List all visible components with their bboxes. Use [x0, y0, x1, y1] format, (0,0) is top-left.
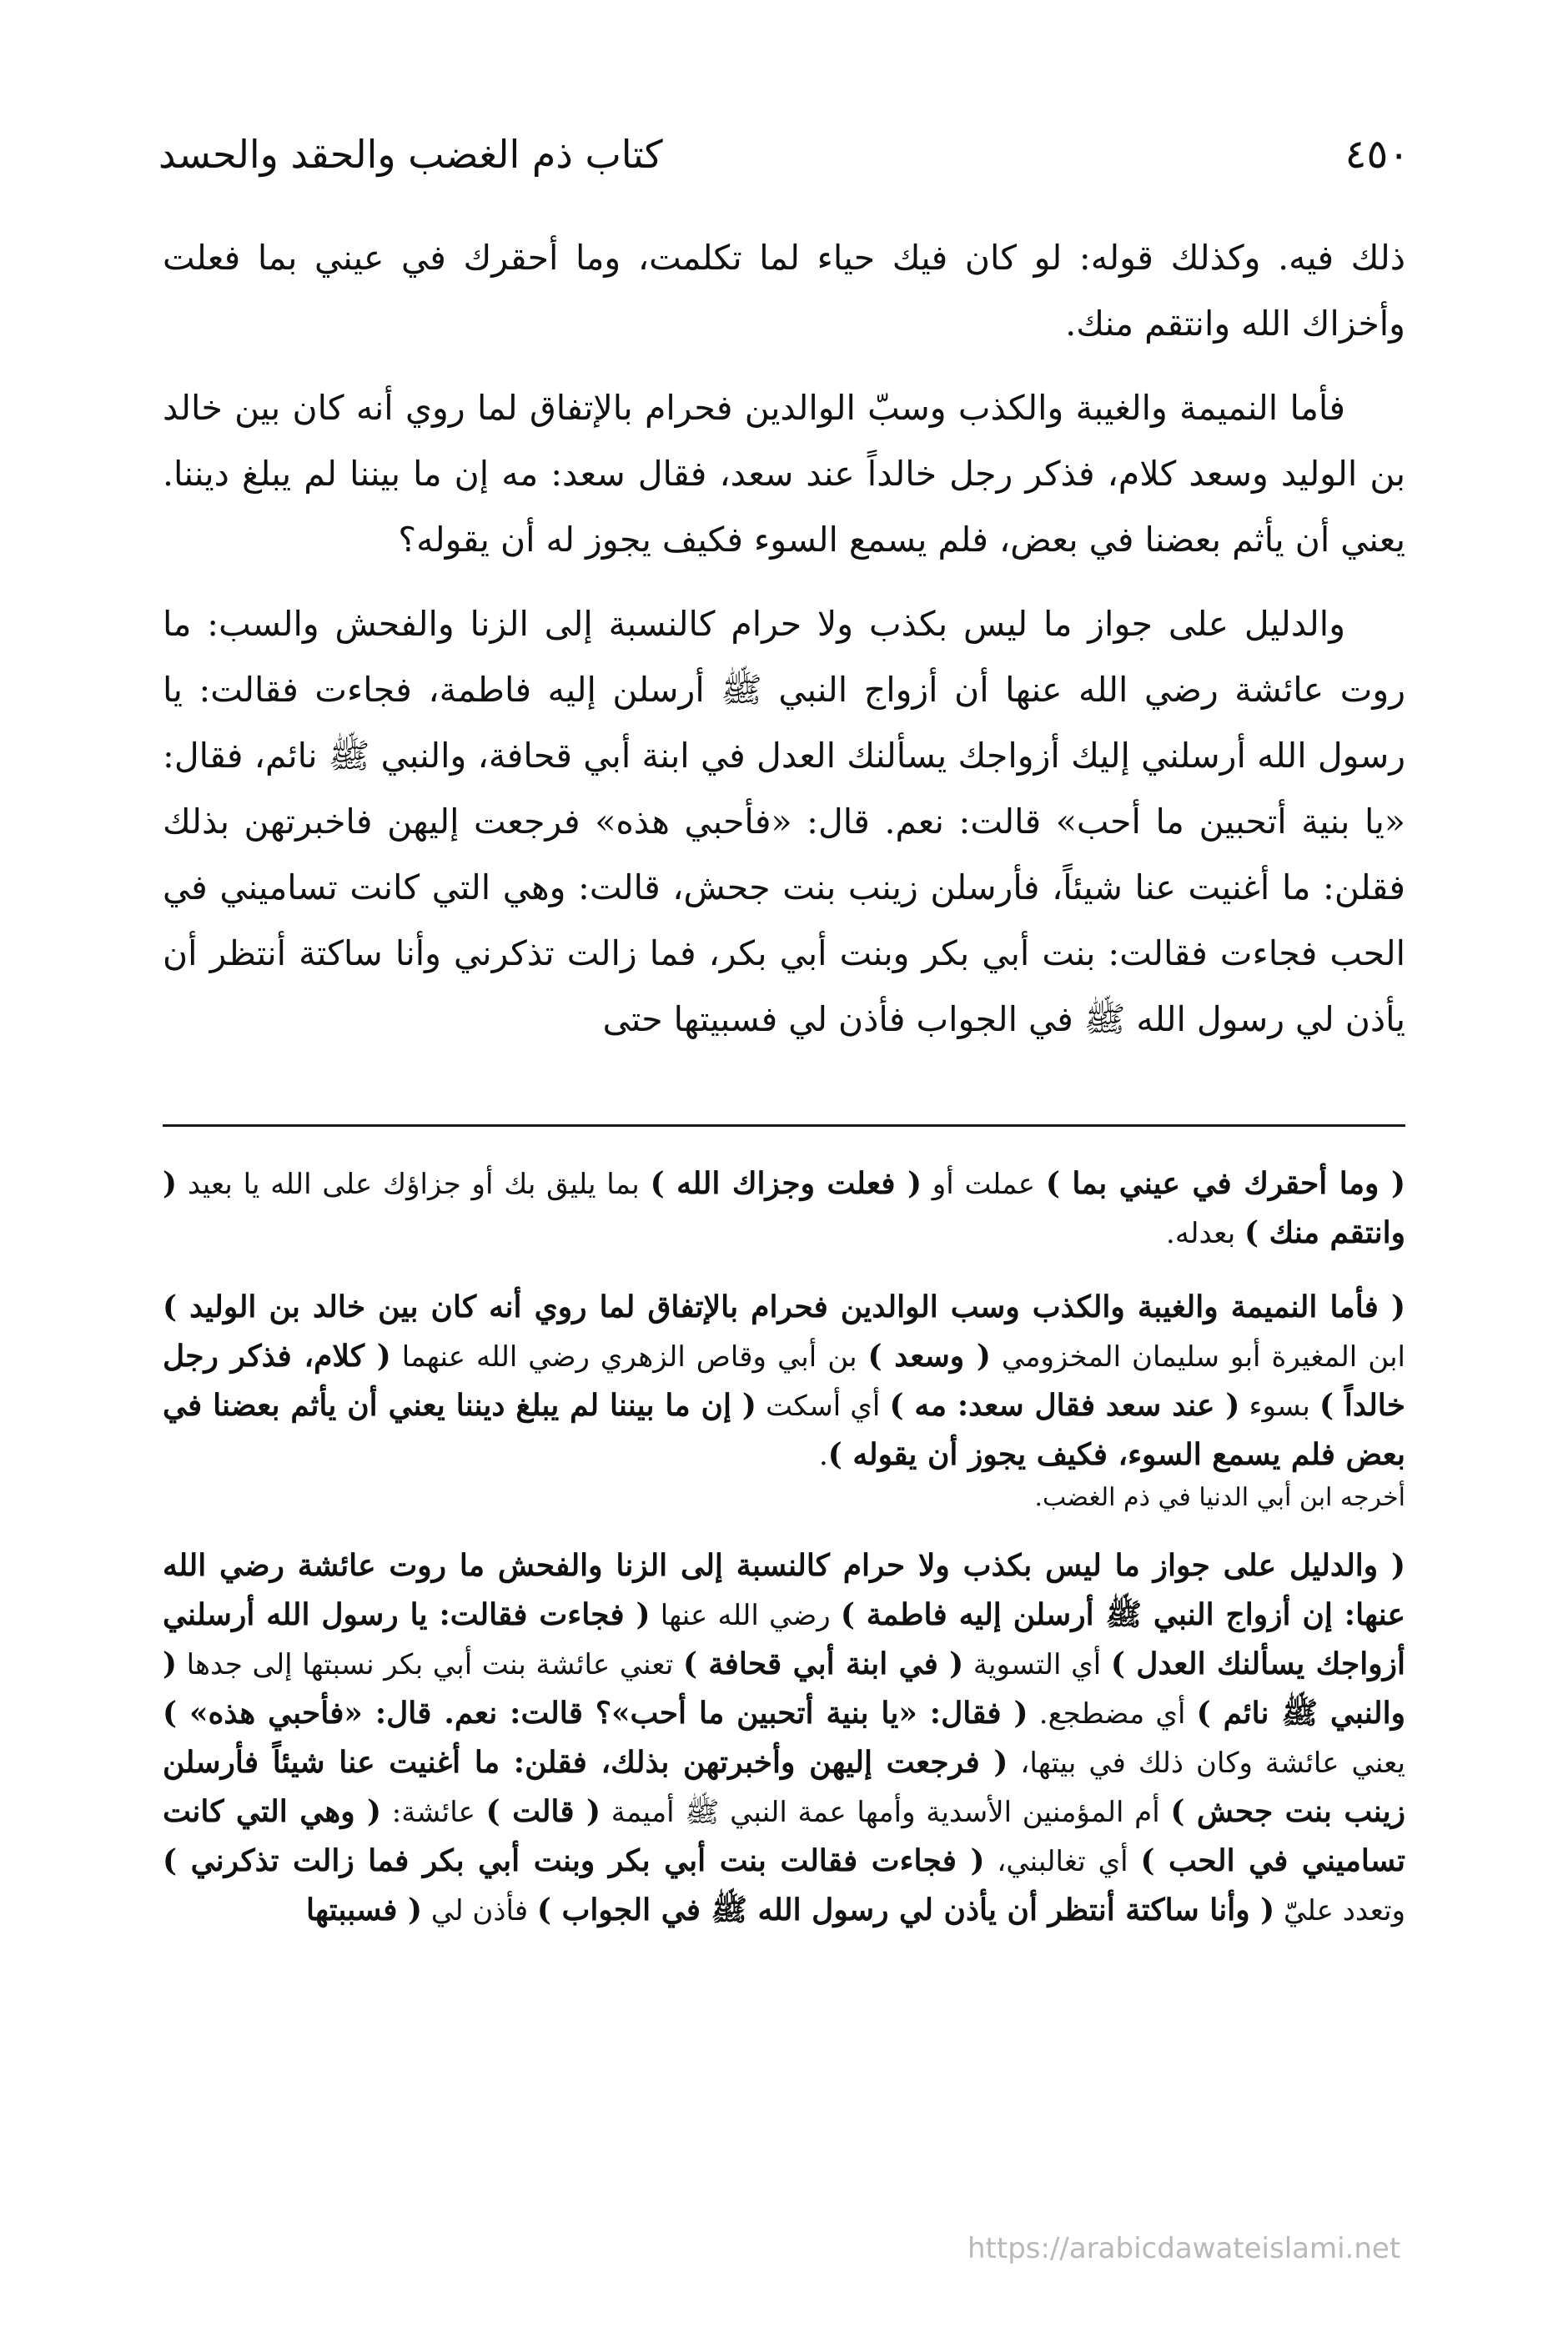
main-paragraph: فأما النميمة والغيبة والكذب وسبّ الوالدين فحرام بالإتفاق لما روي أنه كان بين خالد بن الوليد وسعد كلام، فذكر رجل خالداً عند سعد، فقال سعد: مه إن ما بيننا لم يبلغ ديننا. يعني أن يأثم بعضنا في بعض، فلم يسمع السوء فكيف يجوز له أن يقوله؟ — [163, 388, 1405, 560]
quoted-text: ( وانتقم منك ) — [163, 1166, 1405, 1250]
explanation-text: عملت أو — [921, 1168, 1046, 1201]
explanation-text: ابن المغيرة أبو سليمان المخزومي — [990, 1340, 1405, 1374]
explanation-text: أم المؤمنين الأسدية وأمها عمة النبي ﷺ أميمة — [601, 1796, 1171, 1829]
quoted-text: ( قالت ) — [485, 1794, 601, 1829]
source-reference: أخرجه ابن أبي الدنيا في ذم الغضب. — [1034, 1483, 1405, 1512]
commentary-note — [163, 1541, 1405, 1935]
explanation-text: بعدله. — [1166, 1217, 1244, 1250]
quoted-text: ( فأما النميمة والغيبة والكذب وسب الوالدين فحرام بالإتفاق لما روي أنه كان بين خالد بن الوليد ) — [163, 1289, 1405, 1324]
quoted-text: ( وما أحقرك في عيني بما ) — [1045, 1166, 1405, 1201]
explanation-text: تعني عائشة بنت أبي بكر نسبتها إلى جدها — [177, 1648, 683, 1681]
explanation-text: أي أسكت — [756, 1390, 890, 1423]
quoted-text: ( فجاءت فقالت بنت أبي بكر وبنت أبي بكر فما زالت تذكرني ) — [163, 1843, 985, 1878]
quoted-text: ( وسعد ) — [867, 1339, 991, 1374]
quoted-text: ( فرجعت إليهن وأخبرتهن بذلك، فقلن: ما أغنيت عنا شيئاً فأرسلن زينب بنت جحش ) — [163, 1745, 1405, 1829]
explanation-text: أي التسوية — [963, 1648, 1111, 1681]
page-header — [158, 125, 1410, 183]
quoted-text: ( وأنا ساكتة أنتظر أن يأذن لي رسول الله ﷺ في الجواب ) — [536, 1892, 1275, 1927]
watermark-url: https://arabicdawateislami.net — [967, 2232, 1401, 2265]
explanation-text: بن أبي وقاص الزهري رضي الله عنهما — [390, 1340, 868, 1374]
page-number: ٤٥٠ — [1344, 131, 1410, 178]
commentary — [163, 1159, 1405, 1960]
main-paragraph: ذلك فيه. وكذلك قوله: لو كان فيك حياء لما تكلمت، وما أحقرك في عيني بما فعلت وأخزاك الله وانتقم منك. — [163, 238, 1405, 344]
quoted-text: ( والنبي ﷺ نائم ) — [163, 1646, 1405, 1731]
explanation-text: أي مضطجع. — [1028, 1697, 1197, 1731]
explanation-text: يعني عائشة وكان ذلك في بيتها، — [1008, 1746, 1405, 1780]
main-text — [163, 225, 1405, 1071]
explanation-text: . — [818, 1439, 828, 1472]
quoted-text: ( وهي التي كانت تساميني في الحب ) — [163, 1794, 1405, 1878]
commentary-note — [163, 1283, 1405, 1516]
quoted-text: ( فقال: «يا بنية أتحبين ما أحب»؟ قالت: نعم. قال: «فأحبي هذه» ) — [163, 1696, 1028, 1731]
quoted-text: ( فسببتها — [306, 1892, 423, 1927]
explanation-text: أي تغالبني، — [984, 1845, 1141, 1878]
footnote-divider — [163, 1124, 1405, 1127]
explanation-text: رضي الله عنها — [650, 1599, 841, 1632]
explanation-text: بما يليق بك أو جزاؤك على الله يا بعيد — [177, 1168, 651, 1201]
quoted-text: ( فجاءت فقالت: يا رسول الله أرسلني أزواجك يسألنك العدل ) — [163, 1597, 1405, 1681]
quoted-text: ( كلام، فذكر رجل خالداً ) — [163, 1339, 1406, 1423]
quoted-text: ( والدليل على جواز ما ليس بكذب ولا حرام كالنسبة إلى الزنا والفحش ما روت عائشة رضي الله عنها: إن أزواج النبي ﷺ أرسلن إليه فاطمة ) — [163, 1548, 1405, 1632]
explanation-text: فأذن لي — [422, 1894, 537, 1927]
running-title: كتاب ذم الغضب والحقد والحسد — [158, 132, 663, 177]
explanation-text: وتعدد عليّ — [1274, 1894, 1405, 1927]
explanation-text: عائشة: — [381, 1796, 486, 1829]
explanation-text: بسوء — [1239, 1390, 1320, 1423]
quoted-text: ( فعلت وجزاك الله ) — [650, 1166, 922, 1201]
quoted-text: ( إن ما بيننا لم يبلغ ديننا يعني أن يأثم بعضنا في بعض فلم يسمع السوء، فكيف يجوز أن يقوله ) — [163, 1388, 1405, 1472]
main-paragraph: والدليل على جواز ما ليس بكذب ولا حرام كالنسبة إلى الزنا والفحش والسب: ما روت عائشة رضي الله عنها أن أزواج النبي ﷺ أرسلن إليه فاطمة، فجاءت فقالت: يا رسول الله أرسلني إليك أزواجك يسألنك العدل في ابنة أبي قحافة، والنبي ﷺ نائم، فقال: «يا بنية أتحبين ما أحب» قالت: نعم. قال: «فأحبي هذه» فرجعت إليهن فاخبرتهن بذلك فقلن: ما أغنيت عنا شيئاً، فأرسلن زينب بنت جحش، قالت: وهي التي كانت تساميني في الحب فجاءت فقالت: بنت أبي بكر وبنت أبي بكر، فما زالت تذكرني وأنا ساكتة أنتظر أن يأذن لي رسول الله ﷺ في الجواب فأذن لي فسبيتها حتى — [163, 604, 1405, 1039]
commentary-note — [163, 1159, 1405, 1258]
quoted-text: ( عند سعد فقال سعد: مه ) — [889, 1388, 1240, 1423]
quoted-text: ( في ابنة أبي قحافة ) — [682, 1646, 964, 1681]
